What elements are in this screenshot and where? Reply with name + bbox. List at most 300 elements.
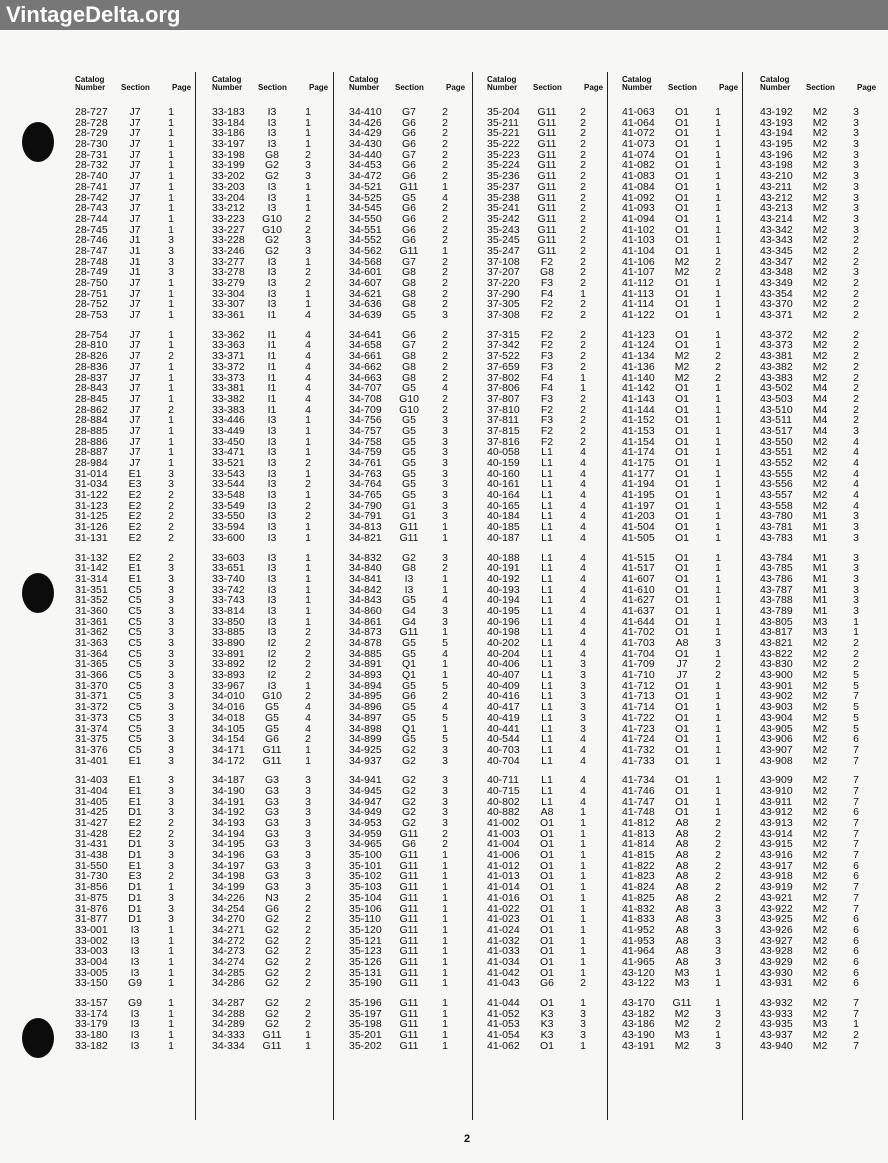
page: 1 xyxy=(168,339,174,352)
page: 2 xyxy=(580,435,586,448)
page: 4 xyxy=(580,510,586,523)
section: M2 xyxy=(812,223,828,236)
section: O1 xyxy=(674,127,689,140)
section: I3 xyxy=(267,277,277,289)
section: J1 xyxy=(129,266,141,279)
row-group xyxy=(622,107,760,321)
page: 3 xyxy=(580,711,586,724)
section: E2 xyxy=(128,489,142,502)
section: M2 xyxy=(812,191,828,204)
header-page: Page xyxy=(309,83,329,92)
page: 3 xyxy=(168,266,174,279)
section: M2 xyxy=(812,467,828,480)
catalog-number: 31-376 xyxy=(75,743,108,756)
catalog-number: 33-449 xyxy=(212,424,245,437)
section: M2 xyxy=(812,754,828,767)
section: M2 xyxy=(812,784,828,797)
page: 1 xyxy=(715,774,721,787)
page: 3 xyxy=(853,116,859,129)
catalog-number: 41-024 xyxy=(487,923,520,936)
page: 1 xyxy=(168,148,174,161)
column-header xyxy=(622,72,760,98)
section: G11 xyxy=(399,945,419,958)
page: 2 xyxy=(305,277,311,289)
page: 7 xyxy=(853,827,859,840)
catalog-number: 34-286 xyxy=(212,977,245,990)
catalog-number: 34-285 xyxy=(212,966,245,979)
catalog-number: 34-271 xyxy=(212,923,245,936)
section: I1 xyxy=(267,382,277,395)
section: G11 xyxy=(399,923,419,936)
section: A8 xyxy=(675,923,689,936)
page: 2 xyxy=(580,266,586,279)
table-row xyxy=(760,925,888,936)
page: 2 xyxy=(168,510,174,523)
catalog-number: 28-845 xyxy=(75,392,108,405)
section: O1 xyxy=(674,615,689,628)
section: G11 xyxy=(399,881,419,894)
catalog-number: 34-790 xyxy=(349,499,382,512)
page: 2 xyxy=(442,170,448,183)
catalog-number: 37-305 xyxy=(487,298,520,311)
catalog-number: 34-272 xyxy=(212,934,245,947)
column-header xyxy=(349,72,487,98)
page: 2 xyxy=(580,350,586,363)
header-section: Section xyxy=(395,83,424,92)
catalog-number: 28-749 xyxy=(75,266,108,279)
page: 2 xyxy=(305,1018,311,1031)
page: 4 xyxy=(580,774,586,787)
section: J7 xyxy=(129,191,141,204)
catalog-number: 34-965 xyxy=(349,838,382,851)
catalog-number: 40-188 xyxy=(487,551,520,564)
page: 1 xyxy=(305,191,311,204)
catalog-number: 28-984 xyxy=(75,457,108,469)
section: M2 xyxy=(812,743,828,756)
section: A8 xyxy=(675,849,689,862)
section: M2 xyxy=(674,266,690,279)
section: G2 xyxy=(264,934,279,947)
table-row xyxy=(487,182,625,193)
page: 2 xyxy=(715,817,721,829)
page: 7 xyxy=(853,881,859,894)
page: 2 xyxy=(580,403,586,416)
catalog-number: 34-196 xyxy=(212,849,245,862)
section: G6 xyxy=(264,733,279,746)
section: J7 xyxy=(129,159,141,172)
row-group xyxy=(75,775,213,989)
section: J7 xyxy=(129,457,141,469)
row-group xyxy=(349,107,487,321)
site-header-bar xyxy=(0,0,888,30)
page: 1 xyxy=(168,309,174,322)
page: 7 xyxy=(853,1039,859,1052)
catalog-number: 34-894 xyxy=(349,679,382,692)
page: 3 xyxy=(305,244,311,257)
catalog-number: 33-001 xyxy=(75,923,108,936)
catalog-number: 35-204 xyxy=(487,106,520,118)
table-row xyxy=(760,574,888,585)
catalog-number: 31-352 xyxy=(75,594,108,607)
catalog-number: 35-211 xyxy=(487,116,519,129)
page: 2 xyxy=(853,658,859,671)
page: 2 xyxy=(442,138,448,151)
section: L1 xyxy=(541,478,553,491)
page: 2 xyxy=(305,212,311,225)
section: G2 xyxy=(264,923,279,936)
page: 1 xyxy=(580,955,586,968)
page: 1 xyxy=(580,934,586,947)
section: E3 xyxy=(128,870,142,883)
catalog-number: 40-198 xyxy=(487,626,520,639)
section: M2 xyxy=(812,1029,828,1042)
catalog-number: 34-270 xyxy=(212,913,245,926)
section: O1 xyxy=(674,722,689,735)
page: 1 xyxy=(715,499,721,512)
section: G5 xyxy=(401,711,416,724)
catalog-number: 41-194 xyxy=(622,478,655,491)
catalog-number: 43-908 xyxy=(760,754,793,767)
catalog-number: 34-841 xyxy=(349,572,382,585)
table-row xyxy=(760,214,888,225)
catalog-number: 34-896 xyxy=(349,701,382,714)
section: M1 xyxy=(812,562,828,575)
catalog-number: 28-727 xyxy=(75,106,108,118)
section: G10 xyxy=(262,223,282,236)
page: 4 xyxy=(580,499,586,512)
catalog-number: 41-094 xyxy=(622,212,655,225)
page: 2 xyxy=(853,339,859,352)
page: 1 xyxy=(442,180,448,193)
section: G5 xyxy=(401,446,416,459)
section: G6 xyxy=(401,159,416,172)
table-row xyxy=(622,182,760,193)
catalog-number: 43-931 xyxy=(760,977,793,990)
page: 4 xyxy=(305,382,311,395)
table-row xyxy=(212,214,350,225)
section: O1 xyxy=(674,562,689,575)
section: O1 xyxy=(674,244,689,257)
page: 2 xyxy=(853,328,859,341)
catalog-number: 33-150 xyxy=(75,977,108,990)
page: 1 xyxy=(442,722,448,735)
header-page: Page xyxy=(719,83,739,92)
section: M1 xyxy=(812,604,828,617)
catalog-column xyxy=(75,72,213,1051)
page: 4 xyxy=(305,328,311,341)
page: 1 xyxy=(580,966,586,979)
catalog-number: 33-186 xyxy=(212,127,245,140)
catalog-number: 41-723 xyxy=(622,722,655,735)
section: E2 xyxy=(128,510,142,523)
page: 2 xyxy=(305,955,311,968)
section: M3 xyxy=(674,1029,690,1042)
page: 7 xyxy=(853,743,859,756)
catalog-number: 31-365 xyxy=(75,658,108,671)
catalog-number: 28-752 xyxy=(75,298,108,311)
page: 3 xyxy=(715,913,721,926)
catalog-number: 43-905 xyxy=(760,722,793,735)
catalog-number: 43-821 xyxy=(760,637,793,649)
page: 1 xyxy=(715,191,721,204)
table-row xyxy=(487,893,625,904)
catalog-number: 37-522 xyxy=(487,350,520,363)
catalog-number: 41-142 xyxy=(622,382,655,395)
section: G5 xyxy=(264,722,279,735)
section: G11 xyxy=(537,106,557,118)
header-page: Page xyxy=(584,83,604,92)
section: C5 xyxy=(128,743,142,756)
catalog-number: 28-732 xyxy=(75,159,108,172)
column-header xyxy=(760,72,888,98)
catalog-number: 43-900 xyxy=(760,669,793,682)
section: O1 xyxy=(674,583,689,596)
catalog-number: 41-123 xyxy=(622,328,655,341)
section: M2 xyxy=(812,870,828,883)
section: M2 xyxy=(812,997,828,1009)
section: O1 xyxy=(539,1039,554,1052)
section: J7 xyxy=(129,116,141,129)
section: I3 xyxy=(267,594,277,607)
page: 4 xyxy=(442,594,448,607)
section: J7 xyxy=(129,298,141,311)
page: 3 xyxy=(442,489,448,502)
catalog-number: 43-373 xyxy=(760,339,793,352)
page: 3 xyxy=(168,690,174,703)
page: 2 xyxy=(715,891,721,904)
catalog-number: 41-112 xyxy=(622,277,654,289)
section: L1 xyxy=(541,743,553,756)
table-row xyxy=(487,756,625,767)
page: 2 xyxy=(853,382,859,395)
section: I3 xyxy=(267,489,277,502)
section: O1 xyxy=(674,191,689,204)
page: 2 xyxy=(168,403,174,416)
catalog-number: 33-967 xyxy=(212,679,245,692)
catalog-number: 43-558 xyxy=(760,499,793,512)
section: I3 xyxy=(130,1029,140,1042)
section: M2 xyxy=(812,170,828,183)
section: G9 xyxy=(127,997,142,1009)
page: 3 xyxy=(442,499,448,512)
catalog-number: 41-154 xyxy=(622,435,655,448)
catalog-number: 28-837 xyxy=(75,371,108,384)
section: I3 xyxy=(267,562,277,575)
page: 1 xyxy=(715,1029,721,1042)
catalog-number: 34-658 xyxy=(349,339,382,352)
section: G8 xyxy=(401,562,416,575)
section: E2 xyxy=(128,531,142,544)
section: J1 xyxy=(129,244,141,257)
page: 4 xyxy=(442,647,448,660)
catalog-number: 43-911 xyxy=(760,795,792,808)
catalog-number: 41-746 xyxy=(622,784,655,797)
table-row xyxy=(75,533,213,544)
page: 2 xyxy=(580,148,586,161)
section: M1 xyxy=(812,521,828,534)
catalog-number: 33-227 xyxy=(212,223,245,236)
section: O1 xyxy=(674,572,689,585)
catalog-number: 35-243 xyxy=(487,223,520,236)
section: O1 xyxy=(674,382,689,395)
catalog-number: 41-644 xyxy=(622,615,655,628)
page: 2 xyxy=(305,658,311,671)
section: O1 xyxy=(539,945,554,958)
page: 1 xyxy=(442,870,448,883)
section: G2 xyxy=(264,945,279,958)
section: I3 xyxy=(267,127,277,140)
catalog-number: 34-551 xyxy=(349,223,382,236)
page: 3 xyxy=(853,223,859,236)
section: O1 xyxy=(674,701,689,714)
catalog-number: 43-191 xyxy=(622,1039,655,1052)
page: 1 xyxy=(168,997,174,1009)
page: 2 xyxy=(305,223,311,236)
section: A8 xyxy=(675,934,689,947)
catalog-number: 34-891 xyxy=(349,658,382,671)
catalog-number: 33-277 xyxy=(212,255,245,268)
section: O1 xyxy=(674,277,689,289)
catalog-number: 28-731 xyxy=(75,148,108,161)
catalog-number: 34-893 xyxy=(349,669,382,682)
catalog-number: 31-425 xyxy=(75,806,108,819)
catalog-number: 34-552 xyxy=(349,234,382,247)
section: G5 xyxy=(401,191,416,204)
section: A8 xyxy=(675,637,689,649)
row-group xyxy=(75,107,213,321)
page: 2 xyxy=(715,881,721,894)
catalog-number: 28-750 xyxy=(75,277,108,289)
page: 2 xyxy=(305,266,311,279)
table-row xyxy=(349,310,487,321)
catalog-number: 41-014 xyxy=(487,881,520,894)
catalog-number: 31-360 xyxy=(75,604,108,617)
page: 3 xyxy=(168,838,174,851)
page: 2 xyxy=(168,870,174,883)
section: I1 xyxy=(267,371,277,384)
page: 1 xyxy=(168,159,174,172)
page: 3 xyxy=(168,743,174,756)
section: L1 xyxy=(541,637,553,649)
catalog-number: 35-245 xyxy=(487,234,520,247)
page: 3 xyxy=(853,531,859,544)
catalog-number: 34-708 xyxy=(349,392,382,405)
catalog-number: 43-192 xyxy=(760,106,793,118)
row-group xyxy=(212,775,350,989)
table-row xyxy=(760,533,888,544)
binder-hole xyxy=(22,1018,54,1058)
section: G11 xyxy=(537,212,557,225)
page: 1 xyxy=(715,626,721,639)
catalog-number: 28-747 xyxy=(75,244,108,257)
section: G8 xyxy=(401,287,416,300)
section: A8 xyxy=(675,817,689,829)
section: I3 xyxy=(130,934,140,947)
catalog-number: 40-058 xyxy=(487,446,520,459)
page: 3 xyxy=(853,583,859,596)
section: L1 xyxy=(541,722,553,735)
page: 3 xyxy=(853,562,859,575)
catalog-number: 34-254 xyxy=(212,902,245,915)
section: M2 xyxy=(812,679,828,692)
section: M2 xyxy=(812,934,828,947)
page: 1 xyxy=(853,1018,859,1031)
section: J7 xyxy=(129,212,141,225)
catalog-number: 34-550 xyxy=(349,212,382,225)
catalog-number: 41-627 xyxy=(622,594,655,607)
section: L1 xyxy=(541,572,553,585)
section: M4 xyxy=(812,382,828,395)
section: L1 xyxy=(541,647,553,660)
catalog-number: 33-174 xyxy=(75,1007,108,1020)
section: G11 xyxy=(399,966,419,979)
page: 1 xyxy=(580,287,586,300)
page: 3 xyxy=(442,510,448,523)
catalog-number: 41-140 xyxy=(622,371,655,384)
section: O1 xyxy=(674,435,689,448)
row-group xyxy=(75,998,213,1051)
section: E2 xyxy=(128,499,142,512)
table-row xyxy=(75,745,213,756)
section: O1 xyxy=(674,679,689,692)
section: C5 xyxy=(128,679,142,692)
section: O1 xyxy=(674,457,689,469)
page: 3 xyxy=(305,827,311,840)
page: 6 xyxy=(853,870,859,883)
catalog-number: 35-224 xyxy=(487,159,520,172)
catalog-number: 34-191 xyxy=(212,795,245,808)
page: 4 xyxy=(580,489,586,502)
catalog-number: 41-813 xyxy=(622,827,655,840)
page: 1 xyxy=(168,360,174,373)
page: 2 xyxy=(442,212,448,225)
section: I3 xyxy=(267,521,277,534)
page: 1 xyxy=(715,180,721,193)
page: 3 xyxy=(442,615,448,628)
catalog-number: 28-743 xyxy=(75,202,108,215)
catalog-number: 33-228 xyxy=(212,234,245,247)
section: M2 xyxy=(812,435,828,448)
page: 1 xyxy=(715,966,721,979)
section: L1 xyxy=(541,551,553,564)
catalog-number: 41-054 xyxy=(487,1029,520,1042)
section: E1 xyxy=(128,859,142,872)
page: 1 xyxy=(715,328,721,341)
table-row xyxy=(622,978,760,989)
page: 1 xyxy=(442,1018,448,1031)
catalog-number: 41-013 xyxy=(487,870,520,883)
page: 3 xyxy=(715,955,721,968)
section: D1 xyxy=(128,849,142,862)
catalog-number: 33-212 xyxy=(212,202,245,215)
catalog-number: 41-812 xyxy=(622,817,655,829)
catalog-number: 41-052 xyxy=(487,1007,520,1020)
page: 1 xyxy=(168,138,174,151)
section: J7 xyxy=(129,148,141,161)
section: M2 xyxy=(812,817,828,829)
section: I3 xyxy=(130,923,140,936)
catalog-number: 41-022 xyxy=(487,902,520,915)
page: 3 xyxy=(853,202,859,215)
catalog-number: 33-743 xyxy=(212,594,245,607)
page: 2 xyxy=(442,339,448,352)
table-row xyxy=(622,394,760,405)
section: N3 xyxy=(265,891,279,904)
table-row xyxy=(75,214,213,225)
section: F4 xyxy=(540,371,554,384)
catalog-number: 40-711 xyxy=(487,774,519,787)
page: 2 xyxy=(442,277,448,289)
